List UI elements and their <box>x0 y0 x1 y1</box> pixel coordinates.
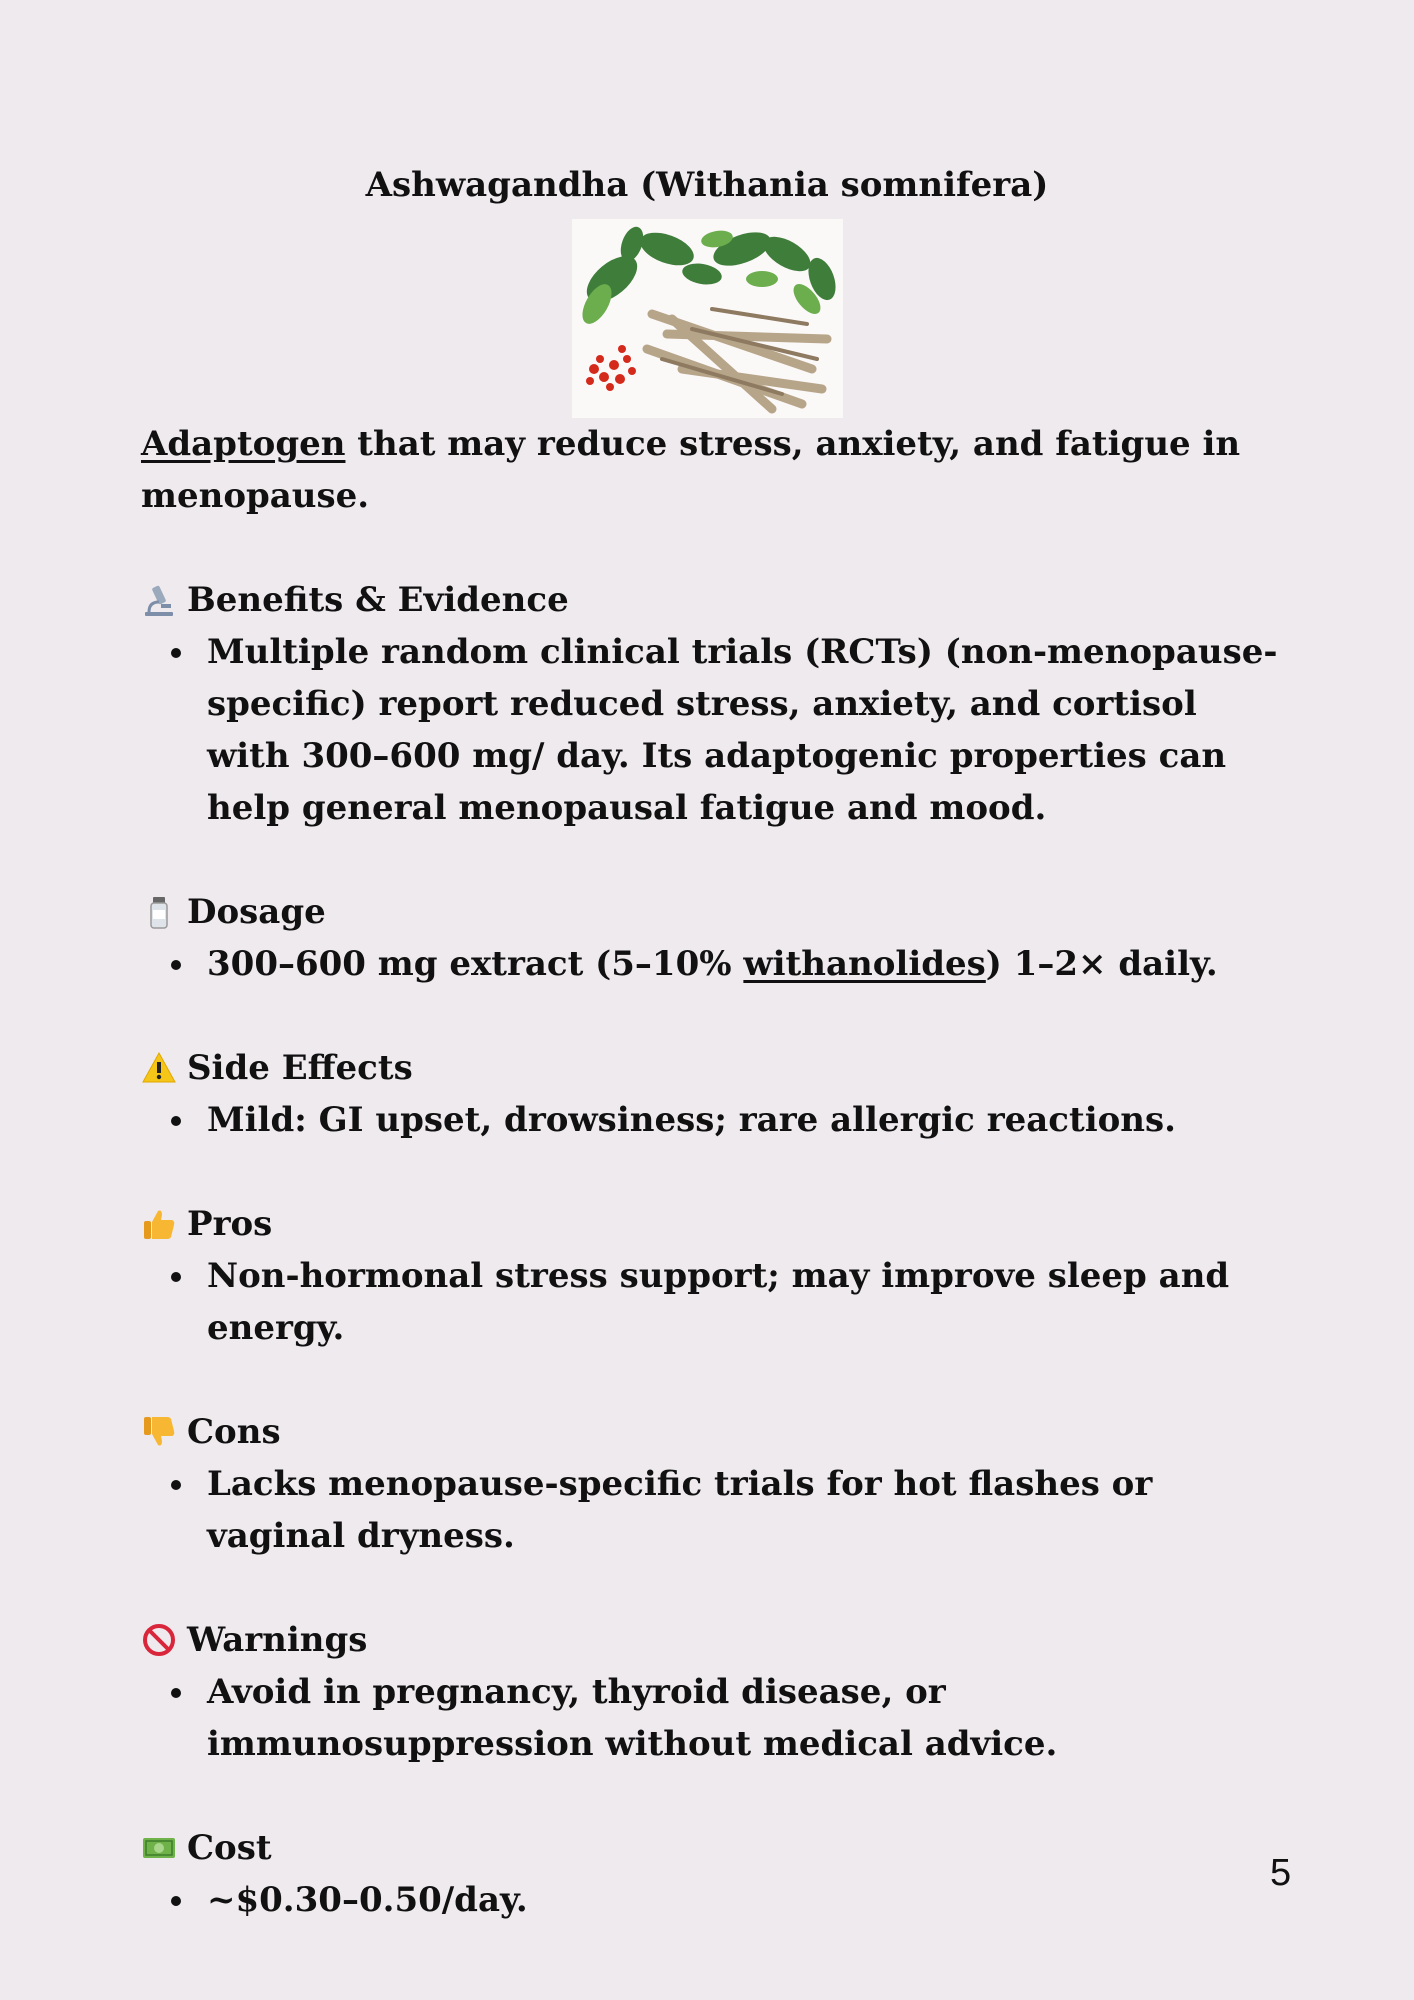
section-cons <box>141 1406 1291 1562</box>
dosage-text: 300–600 mg extract (5–10% <box>207 944 744 984</box>
pros-heading: Pros <box>187 1204 273 1244</box>
list-item: ~$0.30–0.50/day. <box>207 1874 1291 1926</box>
section-heading <box>141 1822 1291 1874</box>
section-heading <box>141 1198 1291 1250</box>
section-heading <box>141 886 1291 938</box>
benefits-heading: Benefits & Evidence <box>187 580 569 620</box>
list-item: Lacks menopause-specific trials for hot flashes or vaginal dryness. <box>207 1458 1291 1562</box>
list-item <box>207 938 1291 990</box>
section-heading <box>141 1042 1291 1094</box>
thumbs-up-icon <box>141 1206 177 1242</box>
money-icon <box>141 1830 177 1866</box>
warnings-heading: Warnings <box>187 1620 368 1660</box>
cost-list <box>141 1874 1291 1926</box>
section-benefits <box>141 574 1291 834</box>
ashwagandha-root-image <box>572 219 843 418</box>
warning-icon <box>141 1050 177 1086</box>
side-effects-heading: Side Effects <box>187 1048 413 1088</box>
intro-paragraph <box>141 418 1291 522</box>
section-heading <box>141 1614 1291 1666</box>
intro-text: that may reduce stress, anxiety, and fatigue in menopause. <box>141 424 1241 516</box>
section-heading <box>141 1406 1291 1458</box>
list-item: Avoid in pregnancy, thyroid disease, or immunosuppression without medical advice. <box>207 1666 1291 1770</box>
section-pros <box>141 1198 1291 1354</box>
withanolides-link[interactable]: withanolides <box>743 944 986 984</box>
dosage-text-end: ) 1–2× daily. <box>985 944 1218 984</box>
section-warnings <box>141 1614 1291 1770</box>
thumbs-down-icon <box>141 1414 177 1450</box>
section-side-effects <box>141 1042 1291 1146</box>
dosage-list <box>141 938 1291 990</box>
list-item: Non-hormonal stress support; may improve sleep and energy. <box>207 1250 1291 1354</box>
prohibited-icon <box>141 1622 177 1658</box>
supplement-bottle-icon <box>141 894 177 930</box>
page-number: 5 <box>1270 1852 1292 1894</box>
main-content <box>141 418 1291 1978</box>
benefits-list <box>141 626 1291 834</box>
side-effects-list <box>141 1094 1291 1146</box>
section-cost <box>141 1822 1291 1926</box>
cons-heading: Cons <box>187 1412 281 1452</box>
page-title: Ashwagandha (Withania somnifera) <box>365 165 1049 205</box>
cost-heading: Cost <box>187 1828 272 1868</box>
dosage-heading: Dosage <box>187 892 326 932</box>
adaptogen-link[interactable]: Adaptogen <box>141 424 346 464</box>
section-dosage <box>141 886 1291 990</box>
cons-list <box>141 1458 1291 1562</box>
microscope-icon <box>141 582 177 618</box>
pros-list <box>141 1250 1291 1354</box>
list-item: Multiple random clinical trials (RCTs) (non-menopause-specific) report reduced stress, anxiety, and cortisol with 300–600 mg/ day. Its adaptogenic properties can help general menopausal fatigue and mood. <box>207 626 1291 834</box>
list-item: Mild: GI upset, drowsiness; rare allergic reactions. <box>207 1094 1291 1146</box>
section-heading <box>141 574 1291 626</box>
warnings-list <box>141 1666 1291 1770</box>
